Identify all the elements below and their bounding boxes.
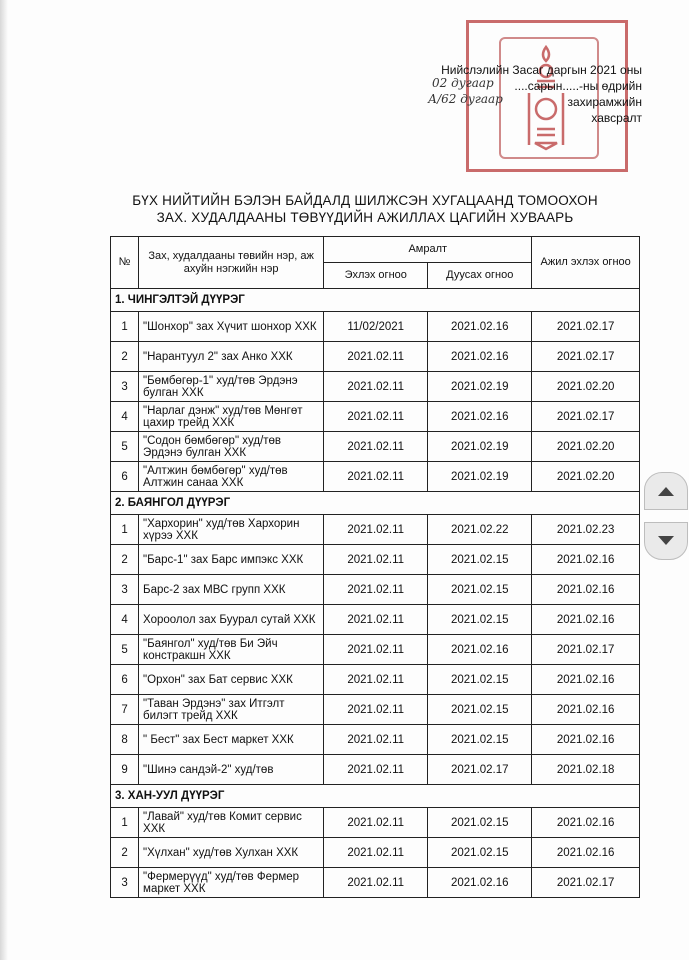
row-start-date: 2021.02.11 (324, 695, 428, 725)
row-start-date: 2021.02.11 (324, 605, 428, 635)
row-resume-date: 2021.02.23 (532, 515, 640, 545)
row-name: "Алтжин бөмбөгөр" худ/төв Алтжин санаа ХХК (139, 462, 324, 492)
row-resume-date: 2021.02.18 (532, 755, 640, 785)
row-start-date: 2021.02.11 (324, 462, 428, 492)
row-start-date: 11/02/2021 (324, 312, 428, 342)
row-number: 9 (111, 755, 139, 785)
table-row (111, 515, 640, 545)
row-name: "Шонхор" зах Хүчит шонхор ХХК (139, 312, 324, 342)
handwritten-note-1: 02 дугаар (432, 76, 494, 90)
row-end-date: 2021.02.15 (428, 695, 532, 725)
row-name: "Таван Эрдэнэ" зах Итгэлт билэгт трейд ХХК (139, 695, 324, 725)
table-row (111, 605, 640, 635)
row-number: 6 (111, 665, 139, 695)
table-row (111, 402, 640, 432)
row-number: 1 (111, 312, 139, 342)
row-end-date: 2021.02.15 (428, 838, 532, 868)
row-start-date: 2021.02.11 (324, 545, 428, 575)
row-name: "Бөмбөгөр-1" худ/төв Эрдэнэ булган ХХК (139, 372, 324, 402)
row-end-date: 2021.02.15 (428, 575, 532, 605)
row-end-date: 2021.02.15 (428, 808, 532, 838)
row-name: "Нарлаг дэнж" худ/төв Мөнгөт цахир трейд ХХК (139, 402, 324, 432)
row-name: "Шинэ сандэй-2" худ/төв (139, 755, 324, 785)
row-number: 2 (111, 545, 139, 575)
scroll-up-button[interactable] (644, 472, 688, 510)
row-resume-date: 2021.02.17 (532, 312, 640, 342)
section-title: 3. ХАН-УУЛ ДҮҮРЭГ (111, 785, 640, 808)
header-start: Эхлэх огноо (324, 263, 428, 289)
row-start-date: 2021.02.11 (324, 575, 428, 605)
row-resume-date: 2021.02.17 (532, 342, 640, 372)
row-number: 4 (111, 402, 139, 432)
row-end-date: 2021.02.15 (428, 545, 532, 575)
row-number: 1 (111, 515, 139, 545)
chevron-down-icon (656, 534, 676, 548)
row-end-date: 2021.02.15 (428, 725, 532, 755)
section-row (111, 785, 640, 808)
row-end-date: 2021.02.15 (428, 605, 532, 635)
row-resume-date: 2021.02.16 (532, 545, 640, 575)
row-resume-date: 2021.02.16 (532, 695, 640, 725)
row-start-date: 2021.02.11 (324, 868, 428, 898)
row-start-date: 2021.02.11 (324, 635, 428, 665)
row-start-date: 2021.02.11 (324, 342, 428, 372)
row-name: "Нарантуул 2" зах Анко ХХК (139, 342, 324, 372)
header-end: Дуусах огноо (428, 263, 532, 289)
row-number: 2 (111, 342, 139, 372)
row-resume-date: 2021.02.17 (532, 402, 640, 432)
table-row (111, 755, 640, 785)
header-rest: Амралт (324, 237, 532, 263)
section-title: 1. ЧИНГЭЛТЭЙ ДҮҮРЭГ (111, 289, 640, 312)
row-number: 1 (111, 808, 139, 838)
row-resume-date: 2021.02.17 (532, 635, 640, 665)
row-name: "Фермерүүд" худ/төв Фермер маркет ХХК (139, 868, 324, 898)
table-row (111, 665, 640, 695)
section-row (111, 492, 640, 515)
row-resume-date: 2021.02.16 (532, 725, 640, 755)
table-row (111, 432, 640, 462)
row-end-date: 2021.02.19 (428, 432, 532, 462)
row-resume-date: 2021.02.20 (532, 432, 640, 462)
row-number: 5 (111, 432, 139, 462)
row-number: 8 (111, 725, 139, 755)
row-start-date: 2021.02.11 (324, 838, 428, 868)
approval-line-1: Нийслэлийн Засаг даргын 2021 оны (441, 63, 642, 77)
table-row (111, 462, 640, 492)
table-row (111, 635, 640, 665)
table-row (111, 868, 640, 898)
row-resume-date: 2021.02.16 (532, 808, 640, 838)
section-title: 2. БАЯНГОЛ ДҮҮРЭГ (111, 492, 640, 515)
header-name: Зах, худалдааны төвийн нэр, аж ахуйн нэгжийн нэр (139, 237, 324, 289)
row-number: 2 (111, 838, 139, 868)
row-number: 3 (111, 575, 139, 605)
row-name: "Барс-1" зах Барс импэкс ХХК (139, 545, 324, 575)
table-row (111, 342, 640, 372)
row-resume-date: 2021.02.16 (532, 665, 640, 695)
row-name: "Орхон" зах Бат сервис ХХК (139, 665, 324, 695)
table-row (111, 312, 640, 342)
row-name: "Хүлхан" худ/төв Хулхан ХХК (139, 838, 324, 868)
approval-line-3: захирамжийн (567, 95, 642, 109)
header-no: № (111, 237, 139, 289)
row-resume-date: 2021.02.17 (532, 868, 640, 898)
row-name: "Содон бөмбөгөр" худ/төв Эрдэнэ булган ХХК (139, 432, 324, 462)
row-number: 3 (111, 372, 139, 402)
row-start-date: 2021.02.11 (324, 372, 428, 402)
row-end-date: 2021.02.16 (428, 402, 532, 432)
row-resume-date: 2021.02.16 (532, 575, 640, 605)
row-resume-date: 2021.02.16 (532, 838, 640, 868)
row-number: 7 (111, 695, 139, 725)
row-number: 3 (111, 868, 139, 898)
table-row (111, 372, 640, 402)
header-resume: Ажил эхлэх огноо (532, 237, 640, 289)
approval-line-2: ....сарын.....-ны өдрийн (514, 79, 642, 93)
row-end-date: 2021.02.19 (428, 462, 532, 492)
table-row (111, 695, 640, 725)
row-start-date: 2021.02.11 (324, 402, 428, 432)
section-row (111, 289, 640, 312)
row-end-date: 2021.02.19 (428, 372, 532, 402)
table-row (111, 725, 640, 755)
row-resume-date: 2021.02.20 (532, 462, 640, 492)
row-start-date: 2021.02.11 (324, 725, 428, 755)
row-end-date: 2021.02.22 (428, 515, 532, 545)
row-name: Барс-2 зах МВС групп ХХК (139, 575, 324, 605)
row-number: 4 (111, 605, 139, 635)
row-end-date: 2021.02.16 (428, 312, 532, 342)
table-row (111, 838, 640, 868)
row-name: "Лавай" худ/төв Комит сервис ХХК (139, 808, 324, 838)
row-end-date: 2021.02.15 (428, 665, 532, 695)
title-line-1: БҮХ НИЙТИЙН БЭЛЭН БАЙДАЛД ШИЛЖСЭН ХУГАЦААНД ТОМООХОН (132, 193, 598, 208)
table-row (111, 545, 640, 575)
row-resume-date: 2021.02.16 (532, 605, 640, 635)
approval-line-4: хавсралт (591, 111, 642, 125)
scroll-down-button[interactable] (644, 522, 688, 560)
schedule-table (110, 236, 640, 898)
row-number: 6 (111, 462, 139, 492)
handwritten-note-2: А/62 дугаар (428, 92, 503, 106)
table-row (111, 575, 640, 605)
row-name: "Баянгол" худ/төв Би Эйч констракшн ХХК (139, 635, 324, 665)
row-end-date: 2021.02.16 (428, 868, 532, 898)
row-start-date: 2021.02.11 (324, 515, 428, 545)
title-line-2: ЗАХ. ХУДАЛДААНЫ ТӨВҮҮДИЙН АЖИЛЛАХ ЦАГИЙН ХУВААРЬ (156, 210, 574, 225)
row-end-date: 2021.02.17 (428, 755, 532, 785)
row-name: Хороолол зах Буурал сутай ХХК (139, 605, 324, 635)
page-edge (0, 0, 8, 960)
row-number: 5 (111, 635, 139, 665)
row-resume-date: 2021.02.20 (532, 372, 640, 402)
table-row (111, 808, 640, 838)
document-title (120, 192, 610, 226)
row-name: " Бест" зах Бест маркет ХХК (139, 725, 324, 755)
row-start-date: 2021.02.11 (324, 808, 428, 838)
row-start-date: 2021.02.11 (324, 665, 428, 695)
row-name: "Хархорин" худ/төв Хархорин хүрээ ХХК (139, 515, 324, 545)
chevron-up-icon (656, 484, 676, 498)
row-start-date: 2021.02.11 (324, 755, 428, 785)
row-end-date: 2021.02.16 (428, 342, 532, 372)
row-end-date: 2021.02.16 (428, 635, 532, 665)
row-start-date: 2021.02.11 (324, 432, 428, 462)
